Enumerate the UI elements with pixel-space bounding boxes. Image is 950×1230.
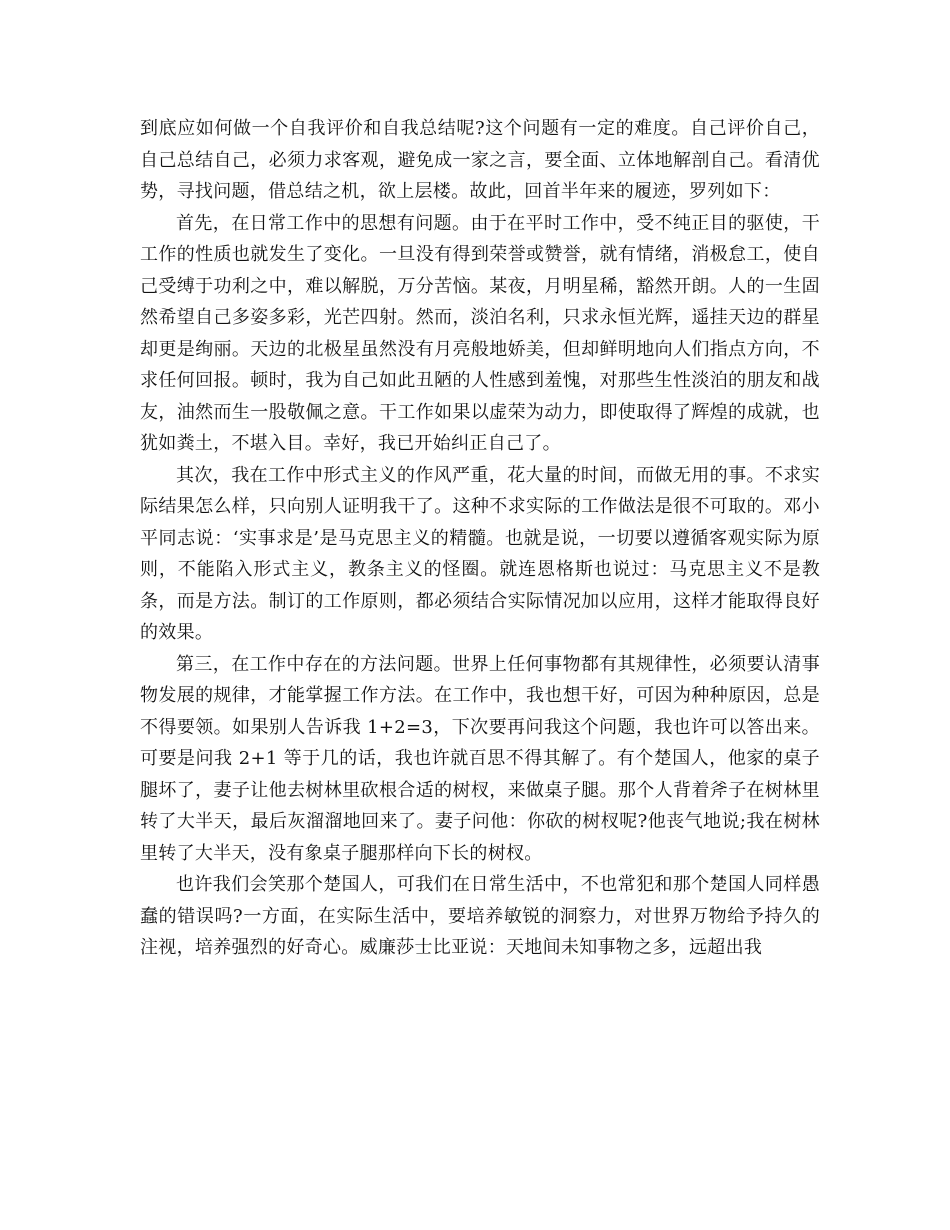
document-body bbox=[140, 113, 820, 964]
paragraph-second-point: 其次，我在工作中形式主义的作风严重，花大量的时间，而做无用的事。不求实际结果怎么样，只向别人证明我干了。这种不求实际的工作做法是很不可取的。邓小平同志说：‘实事求是’是马克思主义的精髓。也就是说，一切要以遵循客观实际为原则，不能陷入形式主义，教条主义的怪圈。就连恩格斯也说过：马克思主义不是教条，而是方法。制订的工作原则，都必须结合实际情况加以应用，这样才能取得良好的效果。 bbox=[140, 464, 820, 643]
paragraph-intro: 到底应如何做一个自我评价和自我总结呢?这个问题有一定的难度。自己评价自己，自己总结自己，必须力求客观，避免成一家之言，要全面、立体地解剖自己。看清优势，寻找问题，借总结之机，欲上层楼。故此，回首半年来的履迹，罗列如下： bbox=[140, 118, 820, 202]
paragraph-first-point: 首先，在日常工作中的思想有问题。由于在平时工作中，受不纯正目的驱使，干工作的性质也就发生了变化。一旦没有得到荣誉或赞誉，就有情绪，消极怠工，使自己受缚于功利之中，难以解脱，万分苦恼。某夜，月明星稀，豁然开朗。人的一生固然希望自己多姿多彩，光芒四射。然而，淡泊名利，只求永恒光辉，遥挂天边的群星却更是绚丽。天边的北极星虽然没有月亮般地娇美，但却鲜明地向人们指点方向，不求任何回报。顿时，我为自己如此丑陋的人性感到羞愧，对那些生性淡泊的朋友和战友，油然而生一股敬佩之意。干工作如果以虚荣为动力，即使取得了辉煌的成就，也犹如粪土，不堪入目。幸好，我已开始纠正自己了。 bbox=[140, 212, 820, 454]
paragraph-reflection: 也许我们会笑那个楚国人，可我们在日常生活中，不也常犯和那个楚国人同样愚蠢的错误吗?一方面，在实际生活中，要培养敏锐的洞察力，对世界万物给予持久的注视，培养强烈的好奇心。威廉莎士比亚说：天地间未知事物之多，远超出我 bbox=[140, 874, 820, 958]
paragraph-third-point: 第三，在工作中存在的方法问题。世界上任何事物都有其规律性，必须要认清事物发展的规律，才能掌握工作方法。在工作中，我也想干好，可因为种种原因，总是不得要领。如果别人告诉我 1+2=3，下次要再问我这个问题，我也许可以答出来。可要是问我 2+1 等于几的话，我也许就百思不得其解了。有个楚国人，他家的桌子腿坏了，妻子让他去树林里砍根合适的树杈，来做桌子腿。那个人背着斧子在树林里转了大半天，最后灰溜溜地回来了。妻子问他：你砍的树杈呢?他丧气地说;我在树林里转了大半天，没有象桌子腿那样向下长的树杈。 bbox=[140, 653, 820, 864]
